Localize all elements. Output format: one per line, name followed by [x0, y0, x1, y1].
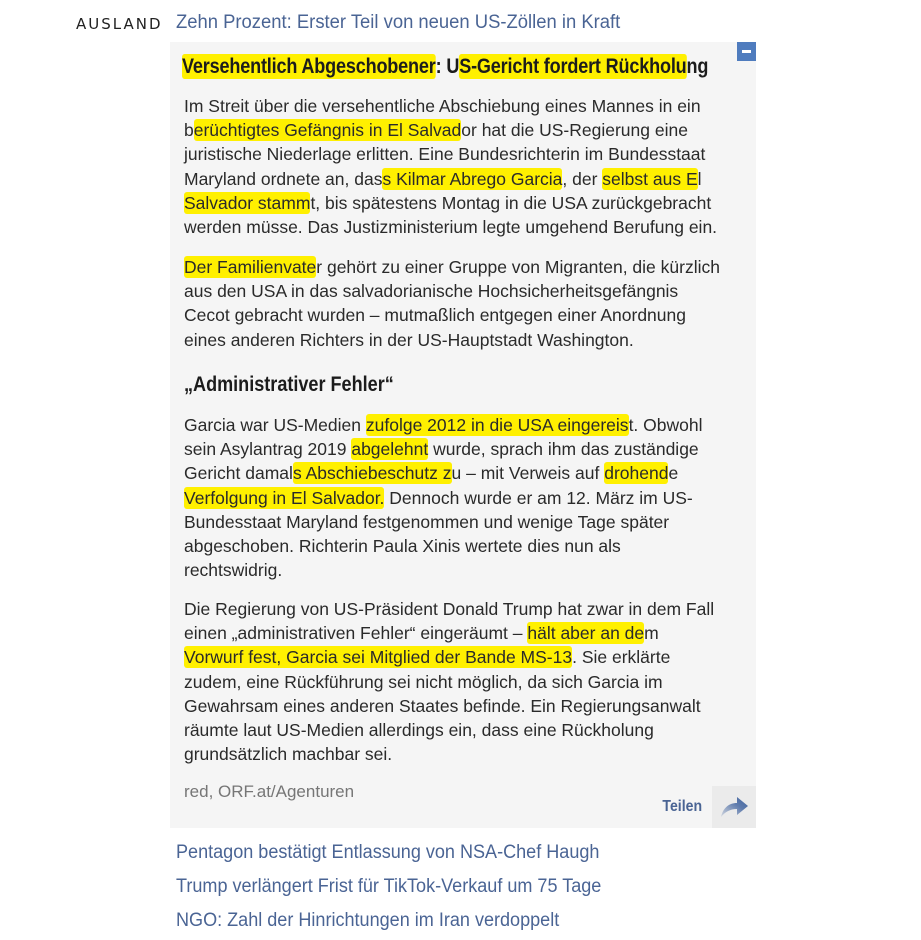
text-segment: zudem, eine Rückführung sei nicht möglich, da sich Garcia im — [184, 671, 663, 692]
text-line — [184, 461, 744, 485]
text-segment: l — [697, 168, 702, 189]
share-button[interactable] — [657, 786, 756, 828]
text-segment: Garcia war US-Medien — [184, 415, 366, 435]
text-segment: werden müsse. Das Justizministerium legte umgehend Berufung ein. — [184, 217, 718, 238]
related-link[interactable]: Trump verlängert Frist für TikTok-Verkauf um 75 Tage — [176, 876, 602, 897]
highlighted-text: selbst aus E — [602, 168, 698, 189]
text-line — [184, 215, 744, 239]
highlighted-text: s Abschiebeschutz z — [292, 463, 452, 484]
highlighted-text: Salvador stamm — [184, 192, 311, 213]
text-segment: aus den USA in das salvadorianische Hochsicherheitsgefängnis — [184, 281, 679, 302]
related-link[interactable]: NGO: Zahl der Hinrichtungen im Iran verdoppelt — [176, 910, 560, 931]
story-subheading: „Administrativer Fehler“ — [184, 373, 394, 396]
text-segment: t. Obwohl — [628, 415, 703, 435]
share-icon-box[interactable] — [712, 786, 756, 828]
story-paragraph — [184, 94, 744, 239]
text-line — [184, 486, 744, 510]
text-line — [184, 718, 744, 742]
text-segment: abgeschoben. Richterin Paula Xinis wertete dies nun als — [184, 536, 621, 557]
text-segment: rechtswidrig. — [184, 560, 283, 581]
text-segment: juristische Niederlage erlitten. Eine Bundesrichterin im Bundesstaat — [184, 144, 706, 165]
text-line — [184, 303, 744, 327]
highlighted-text: Der Familienvate — [184, 257, 317, 277]
text-segment: or hat die US-Regierung eine — [461, 120, 688, 141]
text-segment: e — [668, 463, 679, 484]
highlighted-text: S-Gericht fordert Rückholu — [459, 55, 687, 78]
text-line — [184, 510, 744, 534]
text-segment: Die Regierung von US-Präsident Donald Trump hat zwar in dem Fall — [184, 599, 715, 619]
text-segment: b — [184, 120, 194, 141]
share-label: Teilen — [662, 798, 702, 815]
story-paragraph — [184, 255, 744, 352]
text-segment: Im Streit über die versehentliche Abschiebung eines Mannes in ein — [184, 96, 701, 116]
text-segment: u – mit Verweis auf — [451, 463, 605, 484]
highlighted-text: hält aber an de — [527, 623, 645, 644]
text-line — [184, 167, 744, 191]
text-line — [184, 670, 744, 694]
text-line — [184, 645, 744, 669]
highlighted-text: zufolge 2012 in die USA eingereis — [365, 415, 629, 435]
text-segment: t, bis spätestens Montag in die USA zurückgebracht — [310, 192, 712, 213]
text-line — [184, 328, 744, 352]
text-line — [184, 534, 744, 558]
text-segment: Gericht damal — [184, 463, 293, 484]
text-line — [184, 118, 744, 142]
text-segment: Cecot gebracht wurden – mutmaßlich entgegen einer Anordnung — [184, 305, 686, 326]
highlighted-text: Versehentlich Abgeschobener — [182, 55, 436, 78]
text-segment: einen „administrativen Fehler“ eingeräumt – — [184, 623, 528, 644]
text-line — [184, 413, 744, 437]
highlighted-text: erüchtigtes Gefängnis in El Salvad — [193, 120, 462, 141]
text-segment: : U — [435, 55, 460, 78]
text-segment: m — [644, 623, 659, 644]
text-line — [184, 142, 744, 166]
story-credit: red, ORF.at/Agenturen — [184, 782, 355, 801]
expanded-story-panel — [170, 42, 756, 828]
text-segment: Dennoch wurde er am 12. März im US- — [384, 487, 693, 508]
story-paragraph — [184, 413, 744, 582]
text-segment: grundsätzlich machbar sei. — [184, 744, 393, 765]
collapse-button[interactable] — [737, 42, 756, 61]
story-paragraph — [184, 597, 744, 766]
text-segment: eines anderen Richters in der US-Hauptstadt Washington. — [184, 329, 634, 350]
text-line — [184, 255, 744, 279]
text-segment: , der — [562, 168, 603, 189]
highlighted-text: s Kilmar Abrego Garcia — [382, 168, 563, 189]
text-line — [184, 742, 744, 766]
text-segment: wurde, sprach ihm das zuständige — [428, 439, 699, 460]
text-segment: räumte laut US-Medien allerdings ein, dass eine Rückholung — [184, 720, 654, 741]
text-segment: Bundesstaat Maryland festgenommen und wenige Tage später — [184, 511, 670, 532]
text-line — [184, 694, 744, 718]
highlighted-text: Verfolgung in El Salvador. — [184, 487, 385, 508]
story-title — [182, 55, 708, 79]
text-line — [184, 437, 744, 461]
share-arrow-icon — [719, 795, 749, 819]
text-line — [184, 597, 744, 621]
highlighted-text: abgelehnt — [351, 439, 429, 460]
highlighted-text: Vorwurf fest, Garcia sei Mitglied der Bande MS-13 — [184, 647, 573, 668]
related-link[interactable]: Pentagon bestätigt Entlassung von NSA-Chef Haugh — [176, 842, 600, 863]
minus-icon — [742, 50, 751, 53]
text-segment: Maryland ordnete an, das — [184, 168, 383, 189]
text-line — [184, 621, 744, 645]
text-segment: . Sie erklärte — [572, 647, 671, 668]
text-line — [184, 191, 744, 215]
text-segment: r gehört zu einer Gruppe von Migranten, die kürzlich — [316, 257, 720, 277]
text-segment: ng — [686, 55, 709, 78]
section-label: AUSLAND — [76, 15, 163, 33]
text-line — [184, 94, 744, 118]
text-segment: sein Asylantrag 2019 — [184, 439, 352, 460]
text-line — [184, 558, 744, 582]
top-story-link[interactable]: Zehn Prozent: Erster Teil von neuen US-Zöllen in Kraft — [176, 12, 621, 33]
text-line — [184, 279, 744, 303]
text-segment: Gewahrsam eines anderen Staates befinde. Ein Regierungsanwalt — [184, 695, 701, 716]
highlighted-text: drohend — [604, 463, 669, 484]
